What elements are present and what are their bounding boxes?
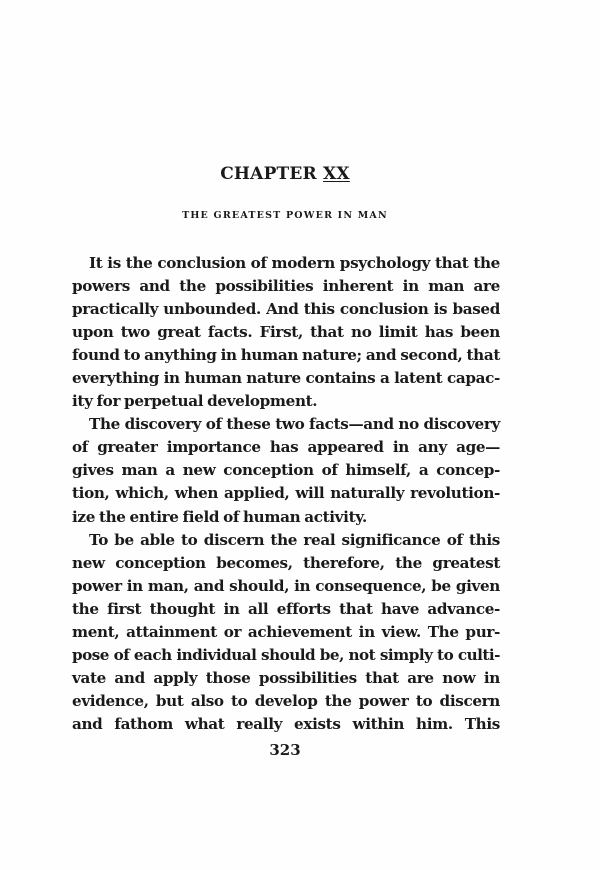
paragraph <box>72 252 500 413</box>
body-text <box>72 252 500 736</box>
chapter-title: THE GREATEST POWER IN MAN <box>182 210 388 221</box>
text-line: powers and the possibilities inherent in man are <box>72 277 500 296</box>
text-line: upon two great facts. First, that no limit has been <box>72 323 500 342</box>
text-line: everything in human nature contains a latent capac- <box>72 369 500 388</box>
text-line: power in man, and should, in consequence, be given <box>72 576 500 595</box>
text-line: found to anything in human nature; and second, that <box>72 346 500 365</box>
text-line: To be able to discern the real significance of this <box>89 530 500 549</box>
paragraph <box>72 413 500 528</box>
paragraph <box>72 529 500 736</box>
chapter-number: XX <box>323 164 350 184</box>
text-line: new conception becomes, therefore, the greatest <box>72 553 500 572</box>
chapter-label: CHAPTER <box>220 164 317 184</box>
text-line: ity for perpetual development. <box>72 392 318 411</box>
text-line: The discovery of these two facts—and no discovery <box>89 415 500 434</box>
text-line: vate and apply those possibilities that are now in <box>72 668 500 687</box>
text-line: the first thought in all efforts that have advance- <box>72 599 500 618</box>
chapter-heading <box>0 164 570 184</box>
page-number: 323 <box>269 741 301 759</box>
text-line: of greater importance has appeared in any age— <box>72 438 500 457</box>
text-line: evidence, but also to develop the power to discern <box>72 691 500 710</box>
text-line: ment, attainment or achievement in view. The pur- <box>72 622 500 641</box>
text-line: It is the conclusion of modern psychology that the <box>89 254 500 272</box>
text-line: gives man a new conception of himself, a concep- <box>72 461 500 480</box>
text-line: ize the entire field of human activity. <box>72 507 367 526</box>
text-line: pose of each individual should be, not simply to culti- <box>72 645 500 664</box>
text-line: practically unbounded. And this conclusion is based <box>72 300 500 319</box>
text-line: and fathom what really exists within him. This <box>72 714 500 733</box>
text-line: tion, which, when applied, will naturally revolution- <box>72 484 500 503</box>
